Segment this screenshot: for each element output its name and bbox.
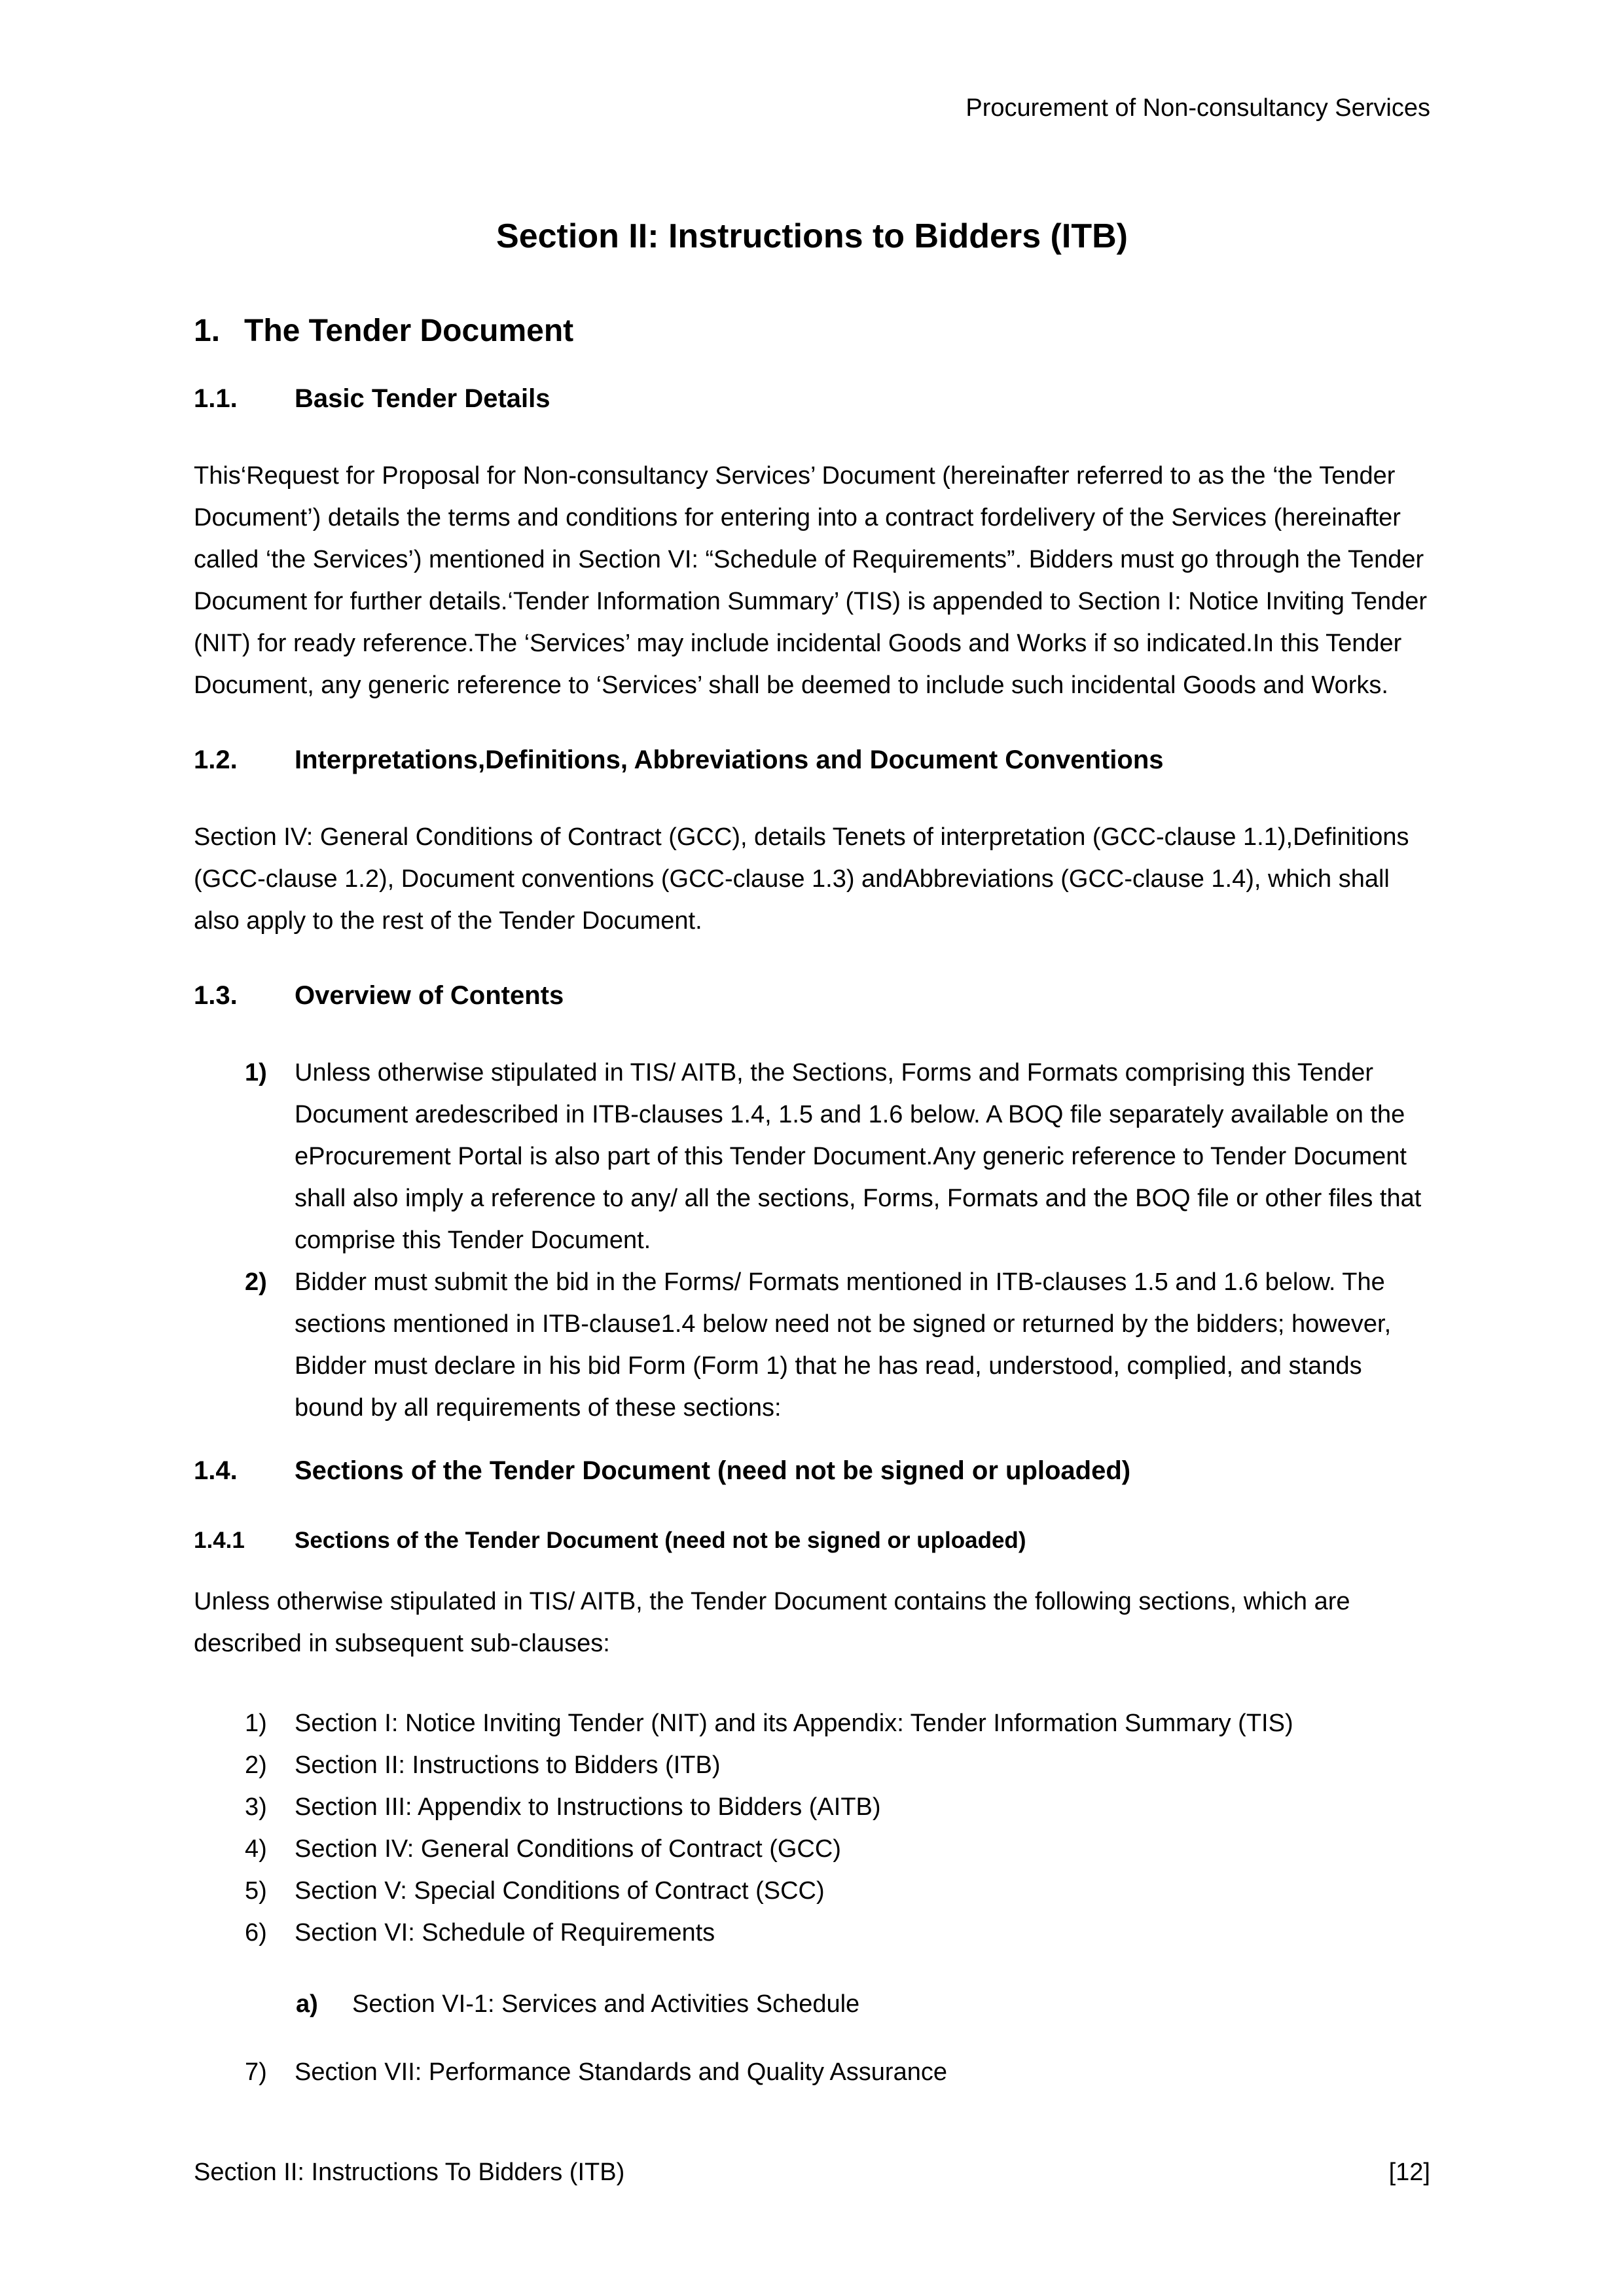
- heading-1-2-interpretations: [194, 744, 1430, 776]
- overview-list: [194, 1052, 1430, 1429]
- heading-1-4-1-sections-of-tender-document: [194, 1527, 1430, 1554]
- heading-1-1-basic-tender-details: [194, 383, 1430, 414]
- list-item-text: Section III: Appendix to Instructions to Bidders (AITB): [295, 1793, 881, 1821]
- heading-text: Basic Tender Details: [295, 384, 550, 413]
- list-item-text: Section VII: Performance Standards and Quality Assurance: [295, 2058, 947, 2086]
- footer-page-number: [12]: [1388, 2159, 1430, 2186]
- heading-number: 1.: [194, 314, 221, 348]
- heading-number: 1.4.1: [194, 1528, 245, 1553]
- list-item-number: 2): [245, 1268, 267, 1296]
- heading-number: 1.3.: [194, 981, 238, 1010]
- list-item-number: 1): [245, 1710, 267, 1737]
- heading-text: The Tender Document: [244, 314, 574, 348]
- list-item-number: 6): [245, 1919, 267, 1946]
- list-item-number: 1): [245, 1059, 267, 1086]
- list-item: [194, 1912, 1430, 1954]
- page-header: [194, 93, 1430, 123]
- document-title: Section II: Instructions to Bidders (ITB): [496, 217, 1128, 255]
- list-item-text: Section I: Notice Inviting Tender (NIT) and its Appendix: Tender Information Summary (TIS): [295, 1710, 1293, 1737]
- heading-number: 1.2.: [194, 745, 238, 774]
- list-item: [194, 1744, 1430, 1786]
- list-item-number: 2): [245, 1751, 267, 1779]
- list-item-number: 5): [245, 1877, 267, 1905]
- list-item-text: Section VI: Schedule of Requirements: [295, 1919, 715, 1946]
- heading-text: Sections of the Tender Document (need not be signed or uploaded): [295, 1456, 1131, 1485]
- sub-list-item: [194, 1983, 1430, 2025]
- list-item-text: Section IV: General Conditions of Contract (GCC): [295, 1835, 841, 1863]
- list-item: [194, 1052, 1430, 1261]
- heading-text: Overview of Contents: [295, 981, 564, 1010]
- list-item-text: Bidder must submit the bid in the Forms/ Formats mentioned in ITB-clauses 1.5 and 1.6 below. The sections mentioned in ITB-clause1.4 below need not be signed or returned by the bidders; however, Bidder must declare in his bid Form (Form 1) that he has read, understood, complied, and stands bound by all requirements of these sections:: [295, 1268, 1392, 1422]
- heading-text: Interpretations,Definitions, Abbreviations and Document Conventions: [295, 745, 1164, 774]
- list-item: [194, 1828, 1430, 1870]
- list-item-text: Section V: Special Conditions of Contract (SCC): [295, 1877, 825, 1905]
- list-item: [194, 1786, 1430, 1828]
- header-text: Procurement of Non-consultancy Services: [965, 94, 1430, 122]
- heading-number: 1.4.: [194, 1456, 238, 1485]
- sections-list: [194, 1702, 1430, 2093]
- document-content: [194, 216, 1430, 2093]
- paragraph-basic-tender-details: This‘Request for Proposal for Non-consultancy Services’ Document (hereinafter referred to as the ‘the Tender Document’) details the terms and conditions for entering into a contract fordelivery of the Services (hereinafter called ‘the Services’) mentioned in Section VI: “Schedule of Requirements”. Bidders must go through the Tender Document for further details.‘Tender Information Summary’ (TIS) is appended to Section I: Notice Inviting Tender (NIT) for ready reference.The ‘Services’ may include incidental Goods and Works if so indicated.In this Tender Document, any generic reference to ‘Services’ shall be deemed to include such incidental Goods and Works.: [194, 462, 1428, 699]
- footer-section-label: Section II: Instructions To Bidders (ITB): [194, 2159, 625, 2186]
- paragraph-sections-intro: Unless otherwise stipulated in TIS/ AITB, the Tender Document contains the following sections, which are described in subsequent sub-clauses:: [194, 1588, 1350, 1657]
- heading-1-4-sections-of-tender-document: [194, 1455, 1430, 1486]
- list-item-text: Section II: Instructions to Bidders (ITB): [295, 1751, 721, 1779]
- list-item-number: 4): [245, 1835, 267, 1863]
- list-item-number: a): [296, 1990, 318, 2018]
- heading-1-3-overview-of-contents: [194, 980, 1430, 1011]
- list-item: [194, 2051, 1430, 2093]
- list-item: [194, 1702, 1430, 1744]
- page-footer: [194, 2157, 1430, 2187]
- list-item-text: Section VI-1: Services and Activities Schedule: [352, 1990, 860, 2018]
- heading-1-the-tender-document: [194, 312, 1430, 350]
- paragraph-interpretations: Section IV: General Conditions of Contract (GCC), details Tenets of interpretation (GCC-clause 1.1),Definitions (GCC-clause 1.2), Document conventions (GCC-clause 1.3) andAbbreviations (GCC-clause 1.4), which shall also apply to the rest of the Tender Document.: [194, 823, 1409, 935]
- list-item-number: 7): [245, 2058, 267, 2086]
- heading-text: Sections of the Tender Document (need not be signed or uploaded): [295, 1528, 1026, 1553]
- list-item-number: 3): [245, 1793, 267, 1821]
- list-item-text: Unless otherwise stipulated in TIS/ AITB, the Sections, Forms and Formats comprising this Tender Document aredescribed in ITB-clauses 1.4, 1.5 and 1.6 below. A BOQ file separately available on the eProcurement Portal is also part of this Tender Document.Any generic reference to Tender Document shall also imply a reference to any/ all the sections, Forms, Formats and the BOQ file or other files that comprise this Tender Document.: [295, 1059, 1422, 1254]
- list-item: [194, 1870, 1430, 1912]
- list-item: [194, 1261, 1430, 1429]
- heading-number: 1.1.: [194, 384, 238, 413]
